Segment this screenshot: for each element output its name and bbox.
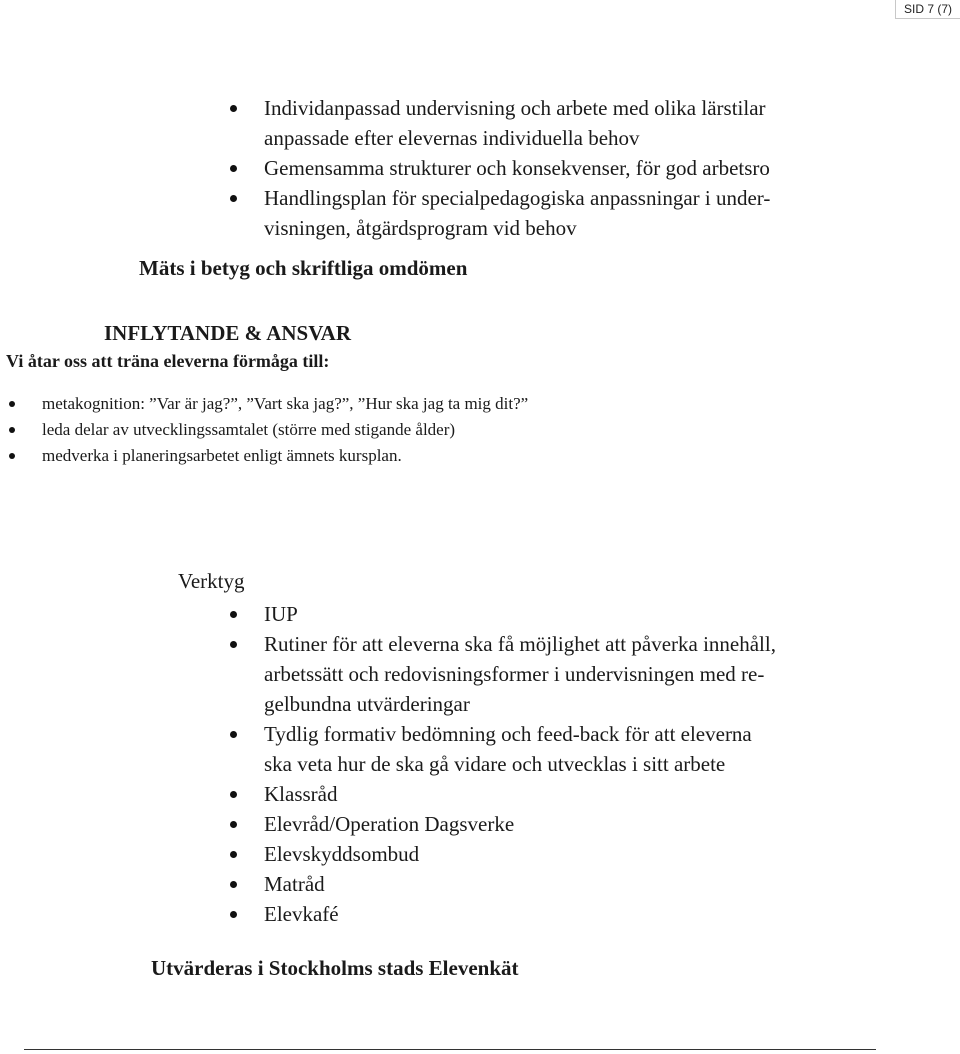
list-item-line: IUP (264, 602, 298, 626)
list-item-line: Individanpassad undervisning och arbete med olika lärstilar (264, 96, 766, 120)
list-item (264, 153, 904, 183)
section-heading-inflytande: INFLYTANDE & ANSVAR (104, 321, 351, 345)
section-subheading: Vi åtar oss att träna eleverna förmåga till: (6, 351, 330, 371)
list-item (264, 599, 904, 629)
list-item-line: Handlingsplan för specialpedagogiska anpassningar i under- (264, 186, 771, 210)
page-number: SID 7 (7) (895, 0, 960, 19)
list-item (42, 417, 942, 443)
list-item-text: leda delar av utvecklingssamtalet (större med stigande ålder) (42, 420, 456, 439)
section-heading-utvarderas: Utvärderas i Stockholms stads Elevenkät (151, 956, 519, 980)
bullet-icon (230, 105, 237, 112)
list-item (264, 779, 904, 809)
bullet-icon (9, 401, 15, 407)
bullet-icon (9, 427, 15, 433)
footer-divider (24, 1049, 876, 1050)
bullet-icon (230, 821, 237, 828)
bullet-icon (230, 881, 237, 888)
bullet-icon (230, 165, 237, 172)
list-item (42, 443, 942, 469)
list-item (264, 809, 904, 839)
list-item-line: Elevråd/Operation Dagsverke (264, 812, 515, 836)
list-item-line: Elevkafé (264, 902, 339, 926)
bullet-icon (230, 791, 237, 798)
list-item-line: arbetssätt och redovisningsformer i undervisningen med re- (264, 662, 765, 686)
list-item-line: Matråd (264, 872, 325, 896)
list-item-line: anpassade efter elevernas individuella behov (264, 126, 640, 150)
list-item-line: Rutiner för att eleverna ska få möjlighet att påverka innehåll, (264, 632, 776, 656)
list-item (264, 839, 904, 869)
bullet-icon (230, 911, 237, 918)
list-item-text: medverka i planeringsarbetet enligt ämnets kursplan. (42, 446, 402, 465)
bullet-icon (230, 195, 237, 202)
list-item (264, 93, 904, 153)
section-heading-verktyg: Verktyg (178, 569, 245, 593)
top-bullet-list (264, 93, 904, 243)
bullet-icon (230, 641, 237, 648)
list-item-text: metakognition: ”Var är jag?”, ”Vart ska jag?”, ”Hur ska jag ta mig dit?” (42, 394, 529, 413)
list-item-line: gelbundna utvärderingar (264, 692, 470, 716)
section-heading-mats: Mäts i betyg och skriftliga omdömen (139, 256, 468, 280)
list-item (264, 629, 904, 719)
list-item-line: Gemensamma strukturer och konsekvenser, för god arbetsro (264, 156, 770, 180)
list-item (264, 899, 904, 929)
bullet-icon (230, 611, 237, 618)
list-item-line: Elevskyddsombud (264, 842, 420, 866)
verktyg-bullet-list (264, 599, 904, 929)
list-item-line: Klassråd (264, 782, 338, 806)
inflytande-bullet-list (42, 391, 942, 469)
bullet-icon (9, 453, 15, 459)
bullet-icon (230, 851, 237, 858)
bullet-icon (230, 731, 237, 738)
list-item (42, 391, 942, 417)
list-item (264, 183, 904, 243)
list-item-line: ska veta hur de ska gå vidare och utvecklas i sitt arbete (264, 752, 726, 776)
list-item (264, 719, 904, 779)
list-item-line: Tydlig formativ bedömning och feed-back för att eleverna (264, 722, 752, 746)
list-item (264, 869, 904, 899)
list-item-line: visningen, åtgärdsprogram vid behov (264, 216, 577, 240)
